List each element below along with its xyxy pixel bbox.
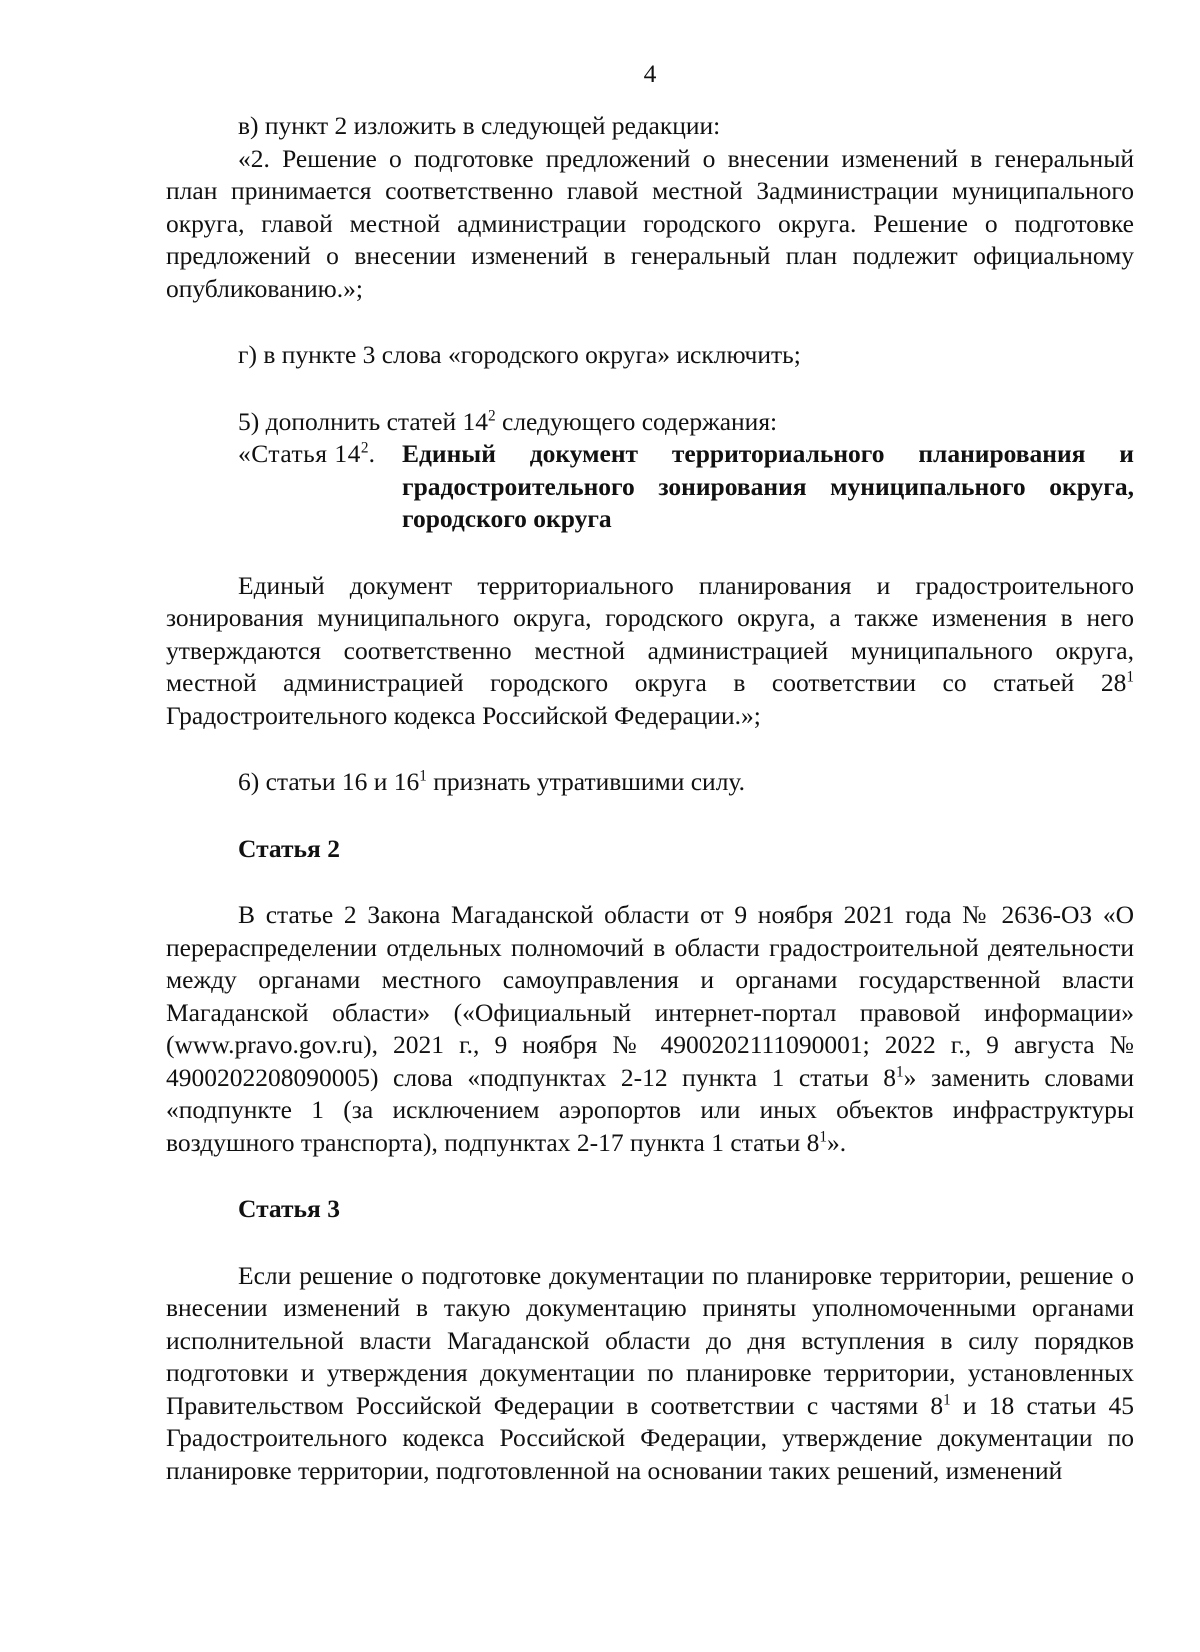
item-5: 5) дополнить статей $14^2$ следующего содержания:: [238, 406, 778, 436]
article-2-title: Статья 2: [238, 833, 340, 863]
article-2-body: В статье 2 Закона Магаданской области от 9 ноября 2021 года № 2636-ОЗ «О перераспределении отдельных полномочий в области градостроительной деятельности между органами местного самоуправления и органами государственной власти Магаданской области» («Официальный интернет-портал правовой информации» (www.pravo.gov.ru), 2021 г., 9 ноября № 4900202111090001; 2022 г., 9 августа № 4900202208090005) слова «подпунктах 2-12 пункта 1 статьи $8^1$» заменить словами «подпункте 1 (за исключением аэропортов или иных объектов инфраструктуры воздушного транспорта), подпунктах 2-17 пункта 1 статьи $8^1$».: [166, 900, 1134, 1157]
article-3-body: Если решение о подготовке документации по планировке территории, решение о внесении изменений в такую документацию приняты уполномоченными органами исполнительной власти Магаданской области до дня вступления в силу порядков подготовки и утверждения документации по планировке территории, установленных Правительством Российской Федерации в соответствии с частями $8^1$ и 18 статьи 45 Градостроительного кодекса Российской Федерации, утверждение документации по планировке территории, подготовленной на основании таких решений, изменений: [166, 1260, 1134, 1485]
article-14-2-lead: «Статья $14^2$.: [238, 439, 375, 468]
page-number: 4: [643, 59, 657, 88]
item-g: г) в пункте 3 слова «городского округа» исключить;: [238, 340, 801, 369]
item-v-intro: в) пункт 2 изложить в следующей редакции:: [238, 111, 721, 140]
item-6: 6) статьи 16 и $16^1$ признать утратившими силу.: [238, 767, 745, 796]
article-3-title: Статья 3: [238, 1194, 340, 1223]
article-14-2-body: Единый документ территориального планирования и градостроительного зонирования муниципального округа, городского округа, а также изменения в него утверждаются соответственно местной администрацией муниципального округа, местной администрацией городского округа в соответствии со статьей $28^1$ Градостроительного кодекса Российской Федерации.»;: [166, 570, 1134, 730]
item-v-text: «2. Решение о подготовке предложений о внесении изменений в генеральный план принимается соответственно главой местной Задминистрации муниципального округа, главой местной администрации городского округа. Решение о подготовке предложений о внесении изменений в генеральный план подлежит официальному опубликованию.»;: [166, 143, 1134, 303]
article-14-2-title: Единый документ территориального планирования и градостроительного зонирования муниципального округа, городского округа: [402, 439, 1134, 533]
article-14-2-heading: [166, 438, 1134, 536]
document-page: [166, 58, 1134, 1487]
